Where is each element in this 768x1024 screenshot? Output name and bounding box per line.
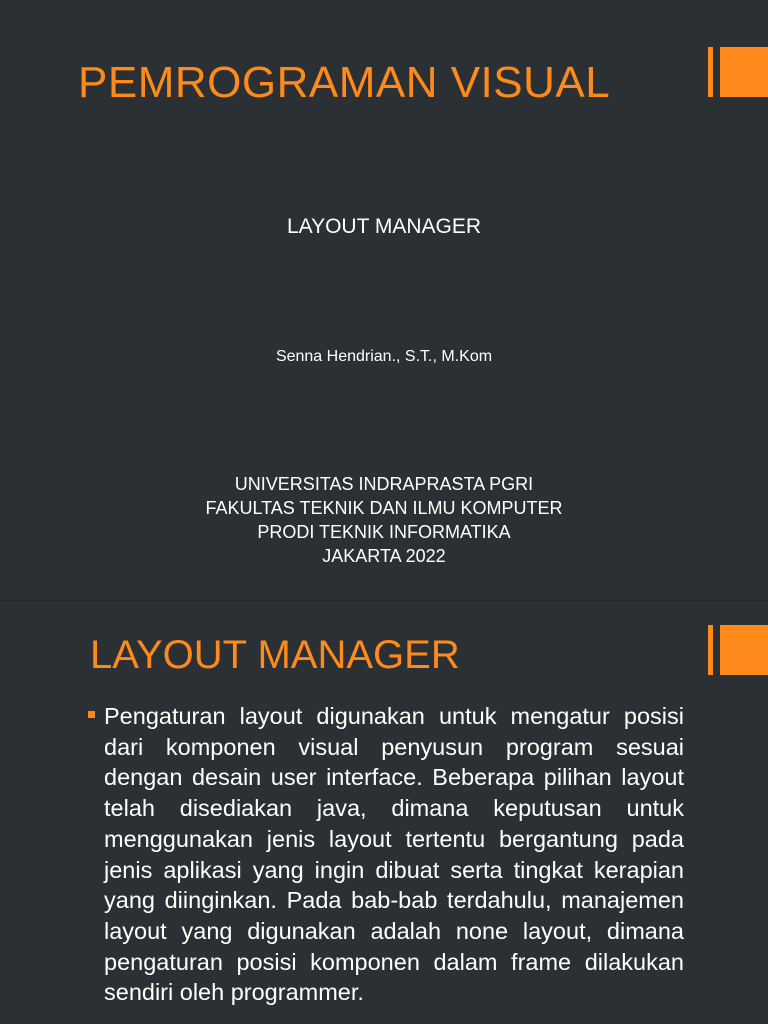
slide-subtitle: LAYOUT MANAGER xyxy=(286,215,482,238)
accent-bar xyxy=(708,47,713,97)
faculty-name: FAKULTAS TEKNIK DAN ILMU KOMPUTER xyxy=(205,498,563,518)
location-year: JAKARTA 2022 xyxy=(322,546,446,566)
accent-decoration xyxy=(708,625,768,675)
bullet-text: Pengaturan layout digunakan untuk mengatur posisi dari komponen visual penyusun program sesuai dengan desain user interface. Beberapa pilihan layout telah disediakan java, dimana keputusan untuk menggunakan jenis layout tertentu bergantung pada jenis aplikasi yang ingin dibuat serta tingkat kerapian yang diinginkan. Pada bab-bab terdahulu, manajemen layout yang digunakan adalah none layout, dimana pengaturan posisi komponen dalam frame dilakukan sendiri oleh programmer. xyxy=(104,703,684,1006)
bullet-square-icon xyxy=(88,711,95,718)
bullet-item xyxy=(88,701,684,1008)
program-name: PRODI TEKNIK INFORMATIKA xyxy=(257,522,511,542)
institution-block xyxy=(0,472,768,568)
accent-block xyxy=(720,625,768,675)
content-title: LAYOUT MANAGER xyxy=(90,633,460,677)
author-name: Senna Hendrian., S.T., M.Kom xyxy=(275,348,493,365)
slide-title: PEMROGRAMAN VISUAL xyxy=(78,58,611,107)
accent-decoration xyxy=(708,47,768,97)
content-slide xyxy=(0,600,768,1024)
accent-block xyxy=(720,47,768,97)
university-name: UNIVERSITAS INDRAPRASTA PGRI xyxy=(234,474,534,494)
accent-bar xyxy=(708,625,713,675)
